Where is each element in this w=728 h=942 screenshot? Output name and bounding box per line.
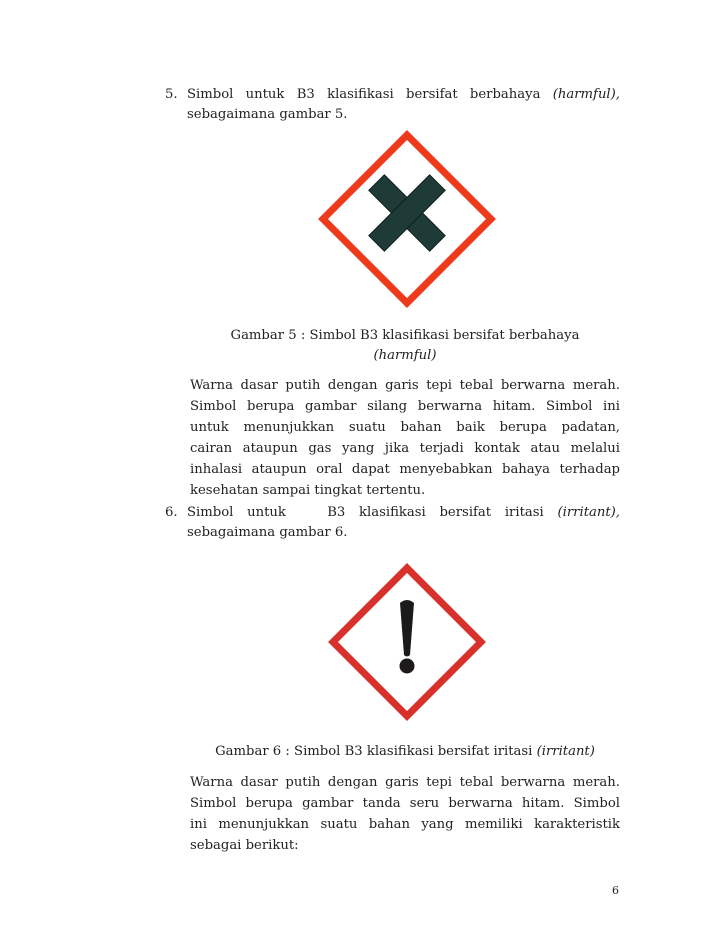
list-number: 6. (165, 505, 178, 520)
para-line: inhalasi ataupun oral dapat menyebabkan bahaya terhadap (190, 462, 620, 477)
figure5-caption (185, 326, 625, 366)
list-item-5 (165, 85, 620, 125)
harmful-x-pictogram (318, 130, 496, 308)
para-line: kesehatan sampai tingkat tertentu. (190, 483, 426, 498)
caption-term: (harmful) (373, 348, 437, 363)
description-6 (190, 772, 620, 856)
para-line: Simbol berupa gambar tanda seru berwarna hitam. Simbol (190, 796, 620, 811)
para-line: sebagai berikut: (190, 838, 299, 853)
item-text-cont: sebagaimana gambar 5. (187, 107, 348, 122)
list-item-6 (165, 503, 620, 543)
para-line: Simbol berupa gambar silang berwarna hitam. Simbol ini (190, 399, 620, 414)
caption-line: Gambar 5 : Simbol B3 klasifikasi bersifat berbahaya (230, 328, 580, 343)
item-term: (irritant), (557, 505, 620, 520)
para-line: untuk menunjukkan suatu bahan baik berupa padatan, (190, 420, 620, 435)
item-text: Simbol untuk B3 klasifikasi bersifat berbahaya (187, 87, 541, 102)
item-text-cont: sebagaimana gambar 6. (187, 525, 348, 540)
caption-term: (irritant) (536, 744, 595, 759)
page-number: 6 (612, 884, 619, 897)
description-5 (190, 375, 620, 501)
list-number: 5. (165, 87, 178, 102)
para-line: Warna dasar putih dengan garis tepi tebal berwarna merah. (190, 378, 620, 393)
figure6-caption (200, 742, 610, 762)
para-line: Warna dasar putih dengan garis tepi tebal berwarna merah. (190, 775, 620, 790)
item-term: (harmful), (552, 87, 620, 102)
irritant-exclamation-pictogram (328, 563, 486, 721)
item-text: Simbol untuk B3 klasifikasi bersifat iritasi (187, 505, 544, 520)
caption-line: Gambar 6 : Simbol B3 klasifikasi bersifat iritasi (215, 744, 533, 759)
para-line: cairan ataupun gas yang jika terjadi kontak atau melalui (190, 441, 620, 456)
para-line: ini menunjukkan suatu bahan yang memiliki karakteristik (190, 817, 620, 832)
